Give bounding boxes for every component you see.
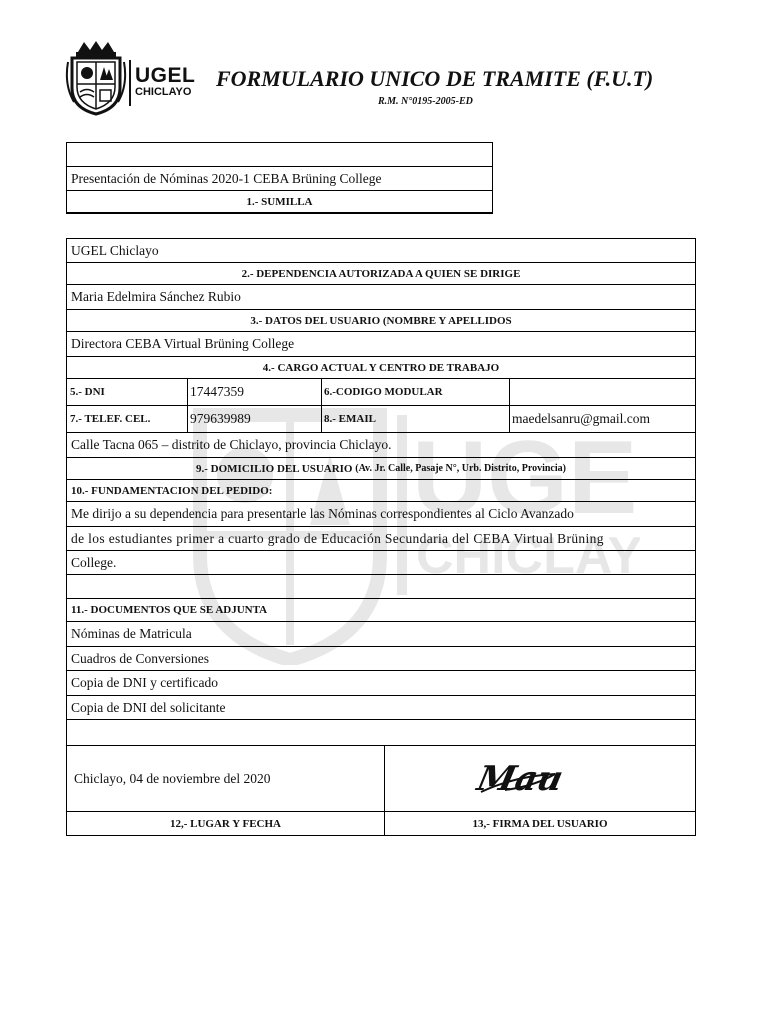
telef-row (66, 406, 696, 433)
firma-label: 13,- FIRMA DEL USUARIO (384, 812, 696, 836)
fundamentacion-blank-row (66, 575, 696, 599)
usuario-label: 3.- DATOS DEL USUARIO (NOMBRE Y APELLIDOS (66, 310, 696, 332)
domicilio-value: Calle Tacna 065 – distrito de Chiclayo, provincia Chiclayo. (66, 433, 696, 458)
codigo-value (509, 379, 695, 405)
fundamentacion-label: 10.- FUNDAMENTACION DEL PEDIDO: (66, 480, 696, 502)
brand-name: UGEL (135, 64, 196, 87)
firma-box (384, 746, 696, 812)
sumilla-label: 1.- SUMILLA (66, 191, 493, 214)
telef-value: 979639989 (190, 411, 251, 426)
signature-icon (385, 746, 697, 812)
domicilio-label: 9.- DOMICILIO DEL USUARIO (196, 462, 353, 475)
domicilio-label-row (66, 458, 696, 480)
brand-city: CHICLAYO (135, 86, 192, 98)
documento-item-2: Cuadros de Conversiones (66, 647, 696, 671)
usuario-value: Maria Edelmira Sánchez Rubio (66, 285, 696, 310)
dni-row (66, 379, 696, 406)
fundamentacion-line-3: College. (66, 551, 696, 575)
domicilio-label-detail: (Av. Jr. Calle, Pasaje N°, Urb. Distrito, Provincia) (355, 463, 566, 474)
fundamentacion-line-2: de los estudiantes primer a cuarto grado de Educación Secundaria del CEBA Virtual Brüning (66, 527, 696, 551)
sumilla-value: Presentación de Nóminas 2020-1 CEBA Brüning College (66, 167, 493, 191)
dni-label: 5.- DNI (70, 386, 105, 398)
email-label: 8.- EMAIL (324, 413, 376, 425)
cargo-value: Directora CEBA Virtual Brüning College (66, 332, 696, 357)
fundamentacion-line-1: Me dirijo a su dependencia para presentarle las Nóminas correspondientes al Ciclo Avanzado (66, 502, 696, 527)
form-title: FORMULARIO UNICO DE TRAMITE (F.U.T) (216, 66, 654, 91)
watermark-line1: UGE (412, 420, 638, 536)
watermark-line2: CHICLAY (416, 527, 640, 585)
email-value: maedelsanru@gmail.com (512, 411, 651, 426)
documento-item-3: Copia de DNI y certificado (66, 671, 696, 696)
documento-item-1: Nóminas de Matricula (66, 622, 696, 647)
documentos-label: 11.- DOCUMENTOS QUE SE ADJUNTA (66, 599, 696, 622)
form-subtitle: R.M. N°0195-2005-ED (378, 96, 473, 107)
dependencia-value: UGEL Chiclayo (66, 238, 696, 263)
lugar-fecha-value: Chiclayo, 04 de noviembre del 2020 (66, 746, 385, 812)
signature-mark: Mau (473, 759, 567, 799)
documentos-blank-row (66, 720, 696, 746)
codigo-label: 6.-CODIGO MODULAR (324, 386, 443, 398)
documento-item-4: Copia de DNI del solicitante (66, 696, 696, 720)
sumilla-blank-row (66, 142, 493, 167)
dni-value: 17447359 (190, 384, 244, 399)
telef-label: 7.- TELEF. CEL. (70, 413, 151, 425)
dependencia-label: 2.- DEPENDENCIA AUTORIZADA A QUIEN SE DIRIGE (66, 263, 696, 285)
lugar-fecha-label: 12,- LUGAR Y FECHA (66, 812, 385, 836)
cargo-label: 4.- CARGO ACTUAL Y CENTRO DE TRABAJO (66, 357, 696, 379)
